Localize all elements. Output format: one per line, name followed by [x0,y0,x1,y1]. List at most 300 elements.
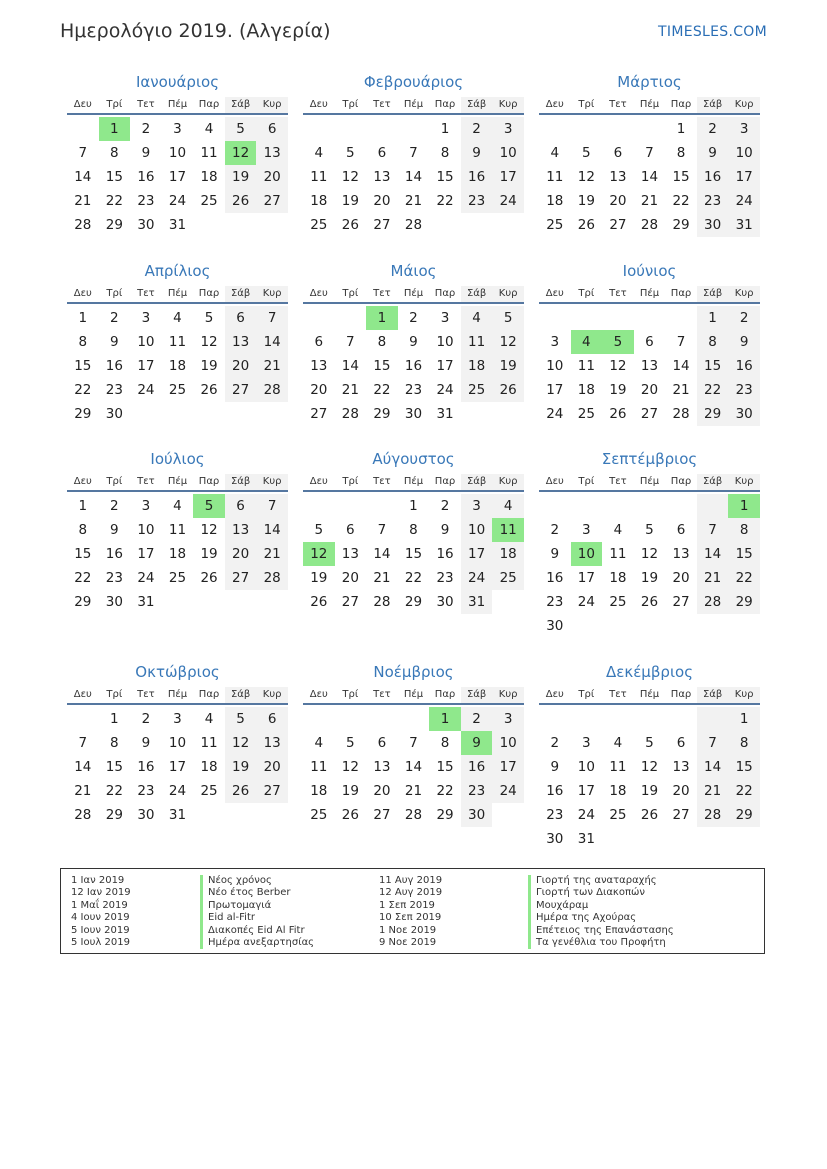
holiday-day-cell: 10 [571,542,603,566]
weekday-label: Δευ [309,288,328,299]
day-cell: 17 [137,358,155,374]
empty-day-cell [571,117,603,141]
day-cell: 14 [256,330,288,354]
day-cell: 29 [404,594,423,610]
day-cell: 7 [78,735,88,751]
day-cell: 8 [440,735,450,751]
month-calendar [539,72,760,237]
day-cell: 26 [225,189,257,213]
day-cell: 31 [461,590,493,614]
weekday-label: Σάβ [461,97,493,113]
weekday-label: Τρί [578,99,595,110]
weekday-label: Τετ [373,99,391,110]
day-cell: 26 [640,594,659,610]
holiday-day-cell: 12 [225,141,257,165]
weekday-label: Πέμ [403,476,424,487]
day-cell: 24 [577,807,595,823]
day-cell: 25 [609,807,627,823]
weekday-label: Σάβ [461,286,493,302]
day-cell: 26 [200,382,218,398]
empty-day-cell [303,117,335,141]
empty-day-cell [634,707,666,731]
day-cell: 13 [225,330,257,354]
day-cell: 29 [74,406,92,422]
day-cell: 7 [645,145,654,161]
day-cell: 30 [137,807,155,823]
weekday-label: Τρί [342,476,359,487]
holiday-day-cell: 5 [602,330,634,354]
weekday-label: Σάβ [225,97,257,113]
empty-day-cell [335,707,367,731]
day-cell: 1 [676,121,686,137]
weekday-label: Παρ [198,689,220,700]
day-cell: 27 [256,189,288,213]
day-cell: 8 [728,518,760,542]
day-cell: 24 [137,382,155,398]
day-grid [303,306,524,426]
day-cell: 27 [373,807,391,823]
holiday-date: 1 Νοε 2019 [379,924,437,936]
day-cell: 14 [672,358,690,374]
day-cell: 17 [577,570,595,586]
day-cell: 30 [105,406,123,422]
day-cell: 27 [225,566,257,590]
day-cell: 28 [640,217,659,233]
day-cell: 18 [609,570,627,586]
empty-day-cell [665,306,697,330]
day-cell: 5 [225,117,257,141]
weekday-label: Τετ [609,689,627,700]
day-cell: 3 [728,117,760,141]
day-cell: 20 [225,542,257,566]
day-cell: 4 [173,310,182,326]
day-cell: 21 [256,542,288,566]
holiday-date: 11 Αυγ 2019 [379,875,443,886]
holiday-day-cell: 11 [492,518,524,542]
weekday-label: Σάβ [697,286,729,302]
empty-day-cell [571,306,603,330]
day-cell: 9 [110,334,119,350]
weekday-header [303,474,524,492]
day-cell: 30 [697,213,729,237]
day-cell: 28 [373,594,391,610]
month-title: Νοέμβριος [373,663,454,681]
weekday-label: Παρ [434,476,456,487]
day-cell: 4 [461,306,493,330]
day-cell: 6 [225,306,257,330]
day-cell: 21 [672,382,690,398]
empty-day-cell [697,494,729,518]
month-title: Σεπτέμβριος [601,450,698,468]
weekday-label: Δευ [73,476,92,487]
brand-link[interactable]: TIMESLES.COM [658,24,767,40]
day-cell: 17 [168,759,187,775]
weekday-label: Κυρ [728,97,760,113]
day-cell: 16 [546,783,564,799]
day-cell: 8 [440,145,450,161]
weekday-label: Τετ [137,689,155,700]
day-cell: 25 [310,217,328,233]
empty-day-cell [398,707,430,731]
empty-day-cell [366,707,398,731]
day-cell: 7 [697,518,729,542]
day-cell: 27 [225,378,257,402]
day-cell: 29 [436,807,454,823]
day-cell: 18 [200,759,218,775]
weekday-label: Τετ [137,99,155,110]
day-cell: 16 [137,169,155,185]
day-cell: 2 [409,310,418,326]
day-cell: 8 [110,735,119,751]
day-cell: 29 [105,217,123,233]
day-cell: 6 [225,494,257,518]
day-cell: 23 [404,382,423,398]
day-cell: 5 [582,145,591,161]
weekday-header [67,687,288,705]
day-cell: 19 [341,783,359,799]
day-grid [67,117,288,237]
weekday-label: Πέμ [403,288,424,299]
day-cell: 12 [200,522,218,538]
day-cell: 10 [137,522,155,538]
day-cell: 3 [173,711,182,727]
day-cell: 19 [609,382,627,398]
month-calendar [67,449,288,614]
holiday-day-cell: 5 [193,494,225,518]
day-cell: 16 [137,759,155,775]
weekday-label: Σάβ [461,474,493,490]
holiday-name: Γιορτή της αναταραχής [528,875,674,887]
day-cell: 18 [310,193,328,209]
day-cell: 15 [728,755,760,779]
day-cell: 23 [697,189,729,213]
empty-day-cell [602,117,634,141]
day-grid [67,306,288,426]
day-cell: 9 [141,145,151,161]
day-cell: 19 [341,193,359,209]
holiday-name: Νέος χρόνος [200,875,314,887]
day-cell: 8 [78,334,88,350]
day-cell: 15 [74,546,92,562]
day-cell: 20 [672,783,690,799]
month-calendar [303,662,524,827]
day-cell: 16 [461,165,493,189]
day-cell: 9 [728,330,760,354]
day-cell: 7 [256,306,288,330]
holiday-day-cell: 1 [728,494,760,518]
holiday-name: Τα γενέθλια του Προφήτη [528,937,674,949]
weekday-label: Παρ [434,99,456,110]
day-cell: 26 [200,570,218,586]
day-cell: 17 [436,358,454,374]
day-cell: 25 [168,570,187,586]
day-cell: 11 [168,334,187,350]
day-cell: 9 [409,334,418,350]
weekday-label: Τρί [342,689,359,700]
day-cell: 21 [74,783,92,799]
day-cell: 9 [550,546,560,562]
day-cell: 4 [314,735,324,751]
day-cell: 9 [141,735,151,751]
day-cell: 13 [640,358,659,374]
weekday-label: Δευ [73,288,92,299]
day-grid [539,306,760,426]
day-cell: 7 [697,731,729,755]
day-cell: 29 [373,406,391,422]
day-cell: 13 [609,169,627,185]
day-cell: 3 [141,498,151,514]
day-cell: 16 [728,354,760,378]
holiday-date: 12 Ιαν 2019 [71,887,131,899]
day-cell: 23 [461,779,493,803]
day-cell: 29 [105,807,123,823]
day-cell: 8 [676,145,686,161]
day-cell: 16 [697,165,729,189]
day-cell: 25 [310,807,328,823]
day-cell: 20 [373,783,391,799]
weekday-label: Τρί [106,288,123,299]
day-cell: 13 [225,518,257,542]
weekday-label: Πέμ [639,288,660,299]
day-cell: 2 [141,121,151,137]
empty-day-cell [67,707,99,731]
day-cell: 4 [204,121,214,137]
day-cell: 30 [546,831,564,847]
month-title: Ιούνιος [622,262,677,280]
empty-day-cell [602,707,634,731]
day-cell: 17 [728,165,760,189]
day-cell: 3 [582,735,591,751]
weekday-label: Κυρ [728,687,760,703]
holiday-date: 4 Ιουν 2019 [71,912,130,924]
day-grid [67,494,288,614]
day-cell: 19 [492,354,524,378]
empty-day-cell [366,117,398,141]
day-cell: 8 [697,330,729,354]
day-cell: 28 [74,217,92,233]
empty-day-cell [697,707,729,731]
holiday-day-cell: 12 [303,542,335,566]
day-cell: 5 [225,707,257,731]
day-cell: 16 [105,546,123,562]
day-cell: 19 [577,193,595,209]
empty-day-cell [303,707,335,731]
weekday-label: Πέμ [403,99,424,110]
month-title: Μάιος [390,262,437,280]
day-cell: 10 [546,358,564,374]
day-cell: 30 [728,402,760,426]
day-cell: 27 [672,594,690,610]
day-cell: 6 [613,145,623,161]
day-cell: 30 [546,618,564,634]
weekday-label: Πέμ [639,476,660,487]
day-cell: 17 [137,546,155,562]
day-cell: 28 [404,217,423,233]
day-cell: 6 [256,707,288,731]
month-calendar [67,72,288,237]
day-cell: 19 [225,755,257,779]
day-cell: 20 [310,382,328,398]
holiday-name: Διακοπές Eid Al Fitr [200,925,314,937]
day-cell: 30 [137,217,155,233]
day-cell: 3 [440,310,450,326]
day-cell: 11 [461,330,493,354]
day-cell: 6 [676,522,686,538]
day-cell: 24 [137,570,155,586]
day-cell: 11 [609,546,627,562]
day-cell: 12 [492,330,524,354]
day-cell: 7 [409,735,418,751]
day-cell: 23 [436,570,454,586]
weekday-label: Παρ [670,288,692,299]
holiday-date: 1 Ιαν 2019 [71,875,125,886]
weekday-label: Τρί [342,288,359,299]
day-cell: 24 [577,594,595,610]
day-cell: 31 [137,594,155,610]
day-cell: 12 [577,169,595,185]
day-cell: 25 [609,594,627,610]
day-grid [303,707,524,827]
day-grid [303,117,524,237]
weekday-header [303,687,524,705]
day-cell: 27 [256,779,288,803]
empty-day-cell [571,707,603,731]
day-cell: 24 [492,779,524,803]
day-cell: 16 [404,358,423,374]
day-cell: 20 [256,755,288,779]
day-cell: 21 [697,566,729,590]
day-grid [67,707,288,827]
holiday-day-cell: 4 [571,330,603,354]
month-calendar [303,261,524,426]
day-cell: 1 [110,711,119,727]
month-calendar [303,72,524,237]
empty-day-cell [539,707,571,731]
day-cell: 15 [436,759,454,775]
weekday-label: Τετ [609,99,627,110]
day-cell: 2 [141,711,151,727]
day-cell: 28 [74,807,92,823]
day-cell: 9 [440,522,450,538]
holiday-date: 1 Σεπ 2019 [379,899,435,911]
empty-day-cell [634,494,666,518]
day-cell: 8 [728,731,760,755]
day-cell: 7 [409,145,418,161]
weekday-label: Σάβ [461,687,493,703]
day-cell: 14 [341,358,359,374]
day-cell: 21 [373,570,391,586]
month-calendar [303,449,524,614]
day-grid [539,117,760,237]
empty-day-cell [665,707,697,731]
day-cell: 6 [377,735,387,751]
day-cell: 23 [105,570,123,586]
holiday-name: Νέο έτος Berber [200,887,314,899]
day-cell: 1 [78,310,88,326]
day-cell: 26 [492,378,524,402]
weekday-header [539,474,760,492]
day-cell: 22 [105,193,123,209]
day-cell: 27 [672,807,690,823]
day-cell: 13 [341,546,359,562]
month-calendar [539,449,760,638]
day-cell: 7 [676,334,686,350]
day-cell: 5 [346,145,355,161]
day-cell: 23 [137,783,155,799]
month-title: Φεβρουάριος [363,73,464,91]
day-cell: 17 [546,382,564,398]
day-cell: 8 [409,522,418,538]
empty-day-cell [634,117,666,141]
day-cell: 4 [314,145,324,161]
day-cell: 31 [436,406,454,422]
empty-day-cell [303,306,335,330]
day-cell: 11 [546,169,564,185]
day-cell: 15 [105,759,123,775]
weekday-label: Δευ [73,99,92,110]
day-grid [539,707,760,851]
holiday-date: 10 Σεπ 2019 [379,912,442,924]
empty-day-cell [602,306,634,330]
day-cell: 25 [168,382,187,398]
weekday-label: Παρ [670,689,692,700]
month-calendar [539,261,760,426]
day-cell: 15 [672,169,690,185]
weekday-header [539,687,760,705]
day-cell: 20 [373,193,391,209]
day-cell: 2 [728,306,760,330]
day-cell: 15 [697,354,729,378]
day-cell: 13 [256,731,288,755]
weekday-label: Δευ [309,99,328,110]
day-cell: 2 [550,735,560,751]
empty-day-cell [571,494,603,518]
day-cell: 8 [110,145,119,161]
day-cell: 10 [461,518,493,542]
day-cell: 28 [697,590,729,614]
day-cell: 14 [697,755,729,779]
day-cell: 19 [200,358,218,374]
weekday-label: Τρί [578,689,595,700]
empty-day-cell [303,494,335,518]
weekday-label: Παρ [198,288,220,299]
day-cell: 14 [640,169,659,185]
day-cell: 31 [168,807,187,823]
weekday-label: Τρί [342,99,359,110]
month-title: Μάρτιος [617,73,682,91]
weekday-label: Τετ [373,689,391,700]
holiday-name: Γιορτή των Διακοπών [528,887,674,899]
day-cell: 12 [200,334,218,350]
weekday-label: Τετ [137,476,155,487]
month-title: Απρίλιος [144,262,211,280]
empty-day-cell [602,494,634,518]
day-cell: 1 [440,121,450,137]
day-cell: 15 [105,169,123,185]
day-cell: 12 [609,358,627,374]
day-cell: 21 [341,382,359,398]
holiday-name: Μουχάραμ [528,900,674,912]
day-cell: 3 [492,117,524,141]
day-cell: 21 [256,354,288,378]
day-cell: 22 [74,570,92,586]
weekday-label: Κυρ [492,687,524,703]
day-cell: 12 [640,759,659,775]
day-cell: 24 [168,193,187,209]
weekday-label: Πέμ [167,476,188,487]
day-cell: 1 [728,707,760,731]
weekday-label: Πέμ [639,689,660,700]
